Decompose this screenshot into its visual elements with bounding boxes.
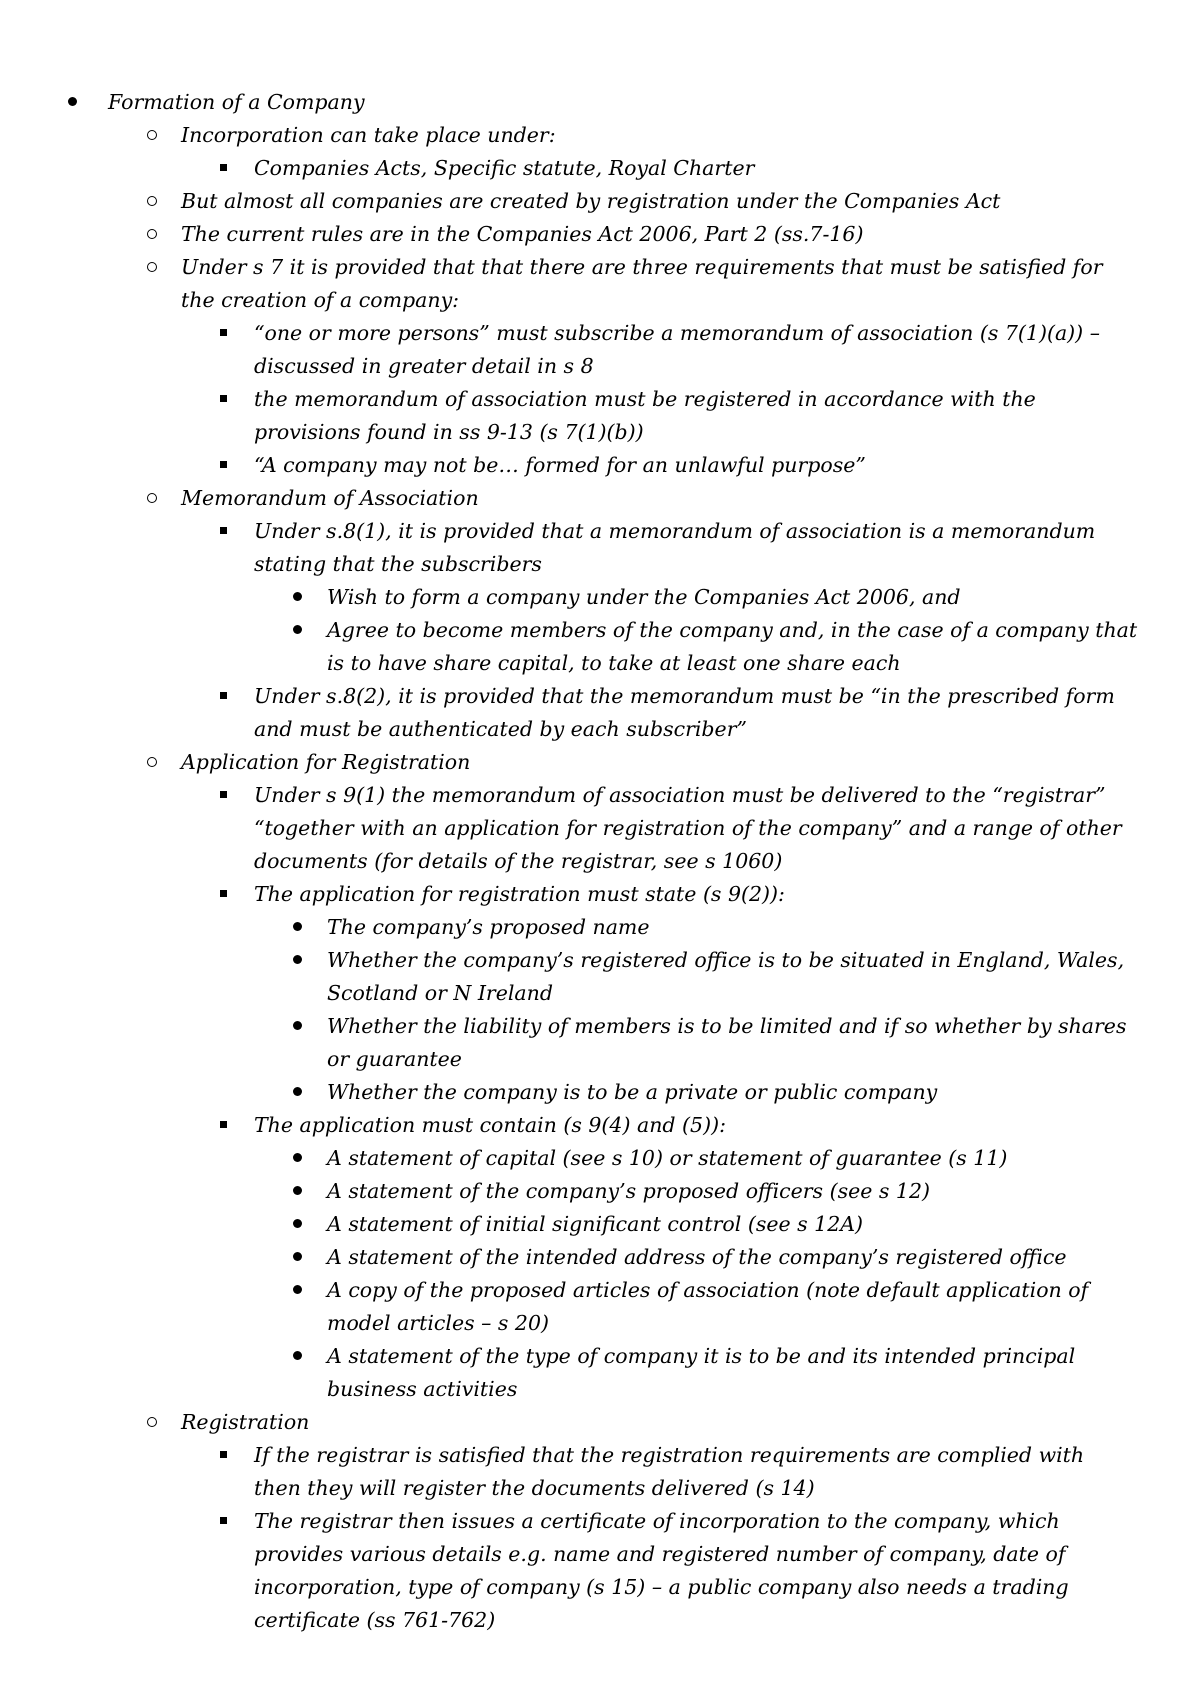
level-4-list [0, 911, 1200, 1109]
list-item-text: Under s.8(2), it is provided that the memorandum must be “in the prescribed form and must be authenticated by each subscriber” [254, 684, 1115, 741]
filled-bullet-icon [293, 944, 302, 977]
hollow-circle-bullet-icon [147, 185, 157, 218]
square-bullet-icon [220, 779, 227, 812]
list-item [0, 911, 1200, 944]
level-4-list [0, 581, 1200, 680]
square-bullet-icon [220, 680, 227, 713]
hollow-circle-bullet-icon [147, 482, 157, 515]
list-item [0, 515, 1200, 680]
list-item [0, 482, 1200, 746]
list-item-text: Under s.8(1), it is provided that a memorandum of association is a memorandum stating that the subscribers [254, 519, 1096, 576]
outline-heading-item [0, 86, 1200, 1637]
list-item [0, 1109, 1200, 1406]
list-item [0, 449, 1200, 482]
level-3-list [0, 779, 1200, 1406]
list-item-text: Companies Acts, Specific statute, Royal Charter [254, 156, 755, 180]
list-item [0, 383, 1200, 449]
list-item [0, 779, 1200, 878]
list-item [0, 1340, 1200, 1406]
list-item-text: “A company may not be… formed for an unlawful purpose” [254, 453, 866, 477]
list-item [0, 119, 1200, 185]
list-item [0, 878, 1200, 1109]
list-item-text: Under s 7 it is provided that that there are three requirements that must be satisfied for the creation of a company: [181, 255, 1103, 312]
filled-bullet-icon [293, 911, 302, 944]
list-item [0, 185, 1200, 218]
square-bullet-icon [220, 317, 227, 350]
list-item [0, 1076, 1200, 1109]
list-item [0, 152, 1200, 185]
list-item [0, 1505, 1200, 1637]
filled-bullet-icon [293, 1241, 302, 1274]
level-2-list [0, 119, 1200, 1637]
list-item-text: A statement of capital (see s 10) or statement of guarantee (s 11) [327, 1146, 1008, 1170]
list-item-text: Application for Registration [181, 750, 471, 774]
list-item [0, 1010, 1200, 1076]
list-item-text: The company’s proposed name [327, 915, 650, 939]
list-item [0, 746, 1200, 1406]
filled-bullet-icon [293, 1208, 302, 1241]
list-item-text: The application must contain (s 9(4) and (5)): [254, 1113, 726, 1137]
list-item-text: Under s 9(1) the memorandum of association must be delivered to the “registrar” “together with an application for registration of the company” and a range of other documents (for details of the registrar, see s 1060) [254, 783, 1122, 873]
list-item [0, 1241, 1200, 1274]
square-bullet-icon [220, 1439, 227, 1472]
list-item-text: A statement of the intended address of the company’s registered office [327, 1245, 1067, 1269]
list-item-text: A copy of the proposed articles of association (note default application of model articles – s 20) [327, 1278, 1089, 1335]
list-item-text: The application for registration must state (s 9(2)): [254, 882, 785, 906]
list-item [0, 1175, 1200, 1208]
list-item-text: Registration [181, 1410, 310, 1434]
filled-bullet-icon [293, 1142, 302, 1175]
level-3-list [0, 1439, 1200, 1637]
list-item [0, 944, 1200, 1010]
list-item-text: A statement of the company’s proposed officers (see s 12) [327, 1179, 930, 1203]
level-3-list [0, 317, 1200, 482]
list-item-text: The current rules are in the Companies Act 2006, Part 2 (ss.7-16) [181, 222, 864, 246]
list-item-text: A statement of the type of company it is to be and its intended principal business activities [327, 1344, 1076, 1401]
hollow-circle-bullet-icon [147, 251, 157, 284]
list-item [0, 1142, 1200, 1175]
list-item-text: Incorporation can take place under: [181, 123, 556, 147]
filled-bullet-icon [293, 1010, 302, 1043]
hollow-circle-bullet-icon [147, 1406, 157, 1439]
list-item-text: If the registrar is satisfied that the registration requirements are complied with then they will register the documents delivered (s 14) [254, 1443, 1085, 1500]
filled-bullet-icon [293, 614, 302, 647]
filled-bullet-icon [293, 1076, 302, 1109]
square-bullet-icon [220, 1505, 227, 1538]
list-item-text: the memorandum of association must be registered in accordance with the provisions found in ss 9-13 (s 7(1)(b)) [254, 387, 1036, 444]
list-item-text: Whether the liability of members is to be limited and if so whether by shares or guarantee [327, 1014, 1127, 1071]
list-item-text: Wish to form a company under the Companies Act 2006, and [327, 585, 961, 609]
level-3-list [0, 152, 1200, 185]
list-item [0, 680, 1200, 746]
filled-bullet-icon [293, 581, 302, 614]
filled-bullet-icon [293, 1175, 302, 1208]
square-bullet-icon [220, 152, 227, 185]
square-bullet-icon [220, 515, 227, 548]
list-item-text: Agree to become members of the company and, in the case of a company that is to have share capital, to take at least one share each [327, 618, 1138, 675]
filled-bullet-icon [68, 86, 77, 119]
square-bullet-icon [220, 449, 227, 482]
filled-bullet-icon [293, 1340, 302, 1373]
hollow-circle-bullet-icon [147, 119, 157, 152]
list-item-text: “one or more persons” must subscribe a memorandum of association (s 7(1)(a)) – discussed in greater detail in s 8 [254, 321, 1100, 378]
square-bullet-icon [220, 383, 227, 416]
level-3-list [0, 515, 1200, 746]
list-item [0, 614, 1200, 680]
list-item-text: Whether the company is to be a private or public company [327, 1080, 938, 1104]
list-item-text: Whether the company’s registered office is to be situated in England, Wales, Scotland or N Ireland [327, 948, 1125, 1005]
list-item [0, 581, 1200, 614]
list-item [0, 1274, 1200, 1340]
list-item-text: But almost all companies are created by registration under the Companies Act [181, 189, 1001, 213]
list-item-text: A statement of initial significant control (see s 12A) [327, 1212, 864, 1236]
hollow-circle-bullet-icon [147, 746, 157, 779]
square-bullet-icon [220, 1109, 227, 1142]
list-item [0, 1439, 1200, 1505]
list-item [0, 317, 1200, 383]
list-item [0, 1208, 1200, 1241]
list-item-text: The registrar then issues a certificate of incorporation to the company, which provides various details e.g. name and registered number of company, date of incorporation, type of company (s 15) – a public company also needs a trading certificate (ss 761-762) [254, 1509, 1069, 1632]
list-item-text: Memorandum of Association [181, 486, 479, 510]
filled-bullet-icon [293, 1274, 302, 1307]
outline-heading: Formation of a Company [108, 90, 365, 114]
level-4-list [0, 1142, 1200, 1406]
outline [0, 86, 1200, 1637]
square-bullet-icon [220, 878, 227, 911]
list-item [0, 218, 1200, 251]
list-item [0, 1406, 1200, 1637]
hollow-circle-bullet-icon [147, 218, 157, 251]
list-item [0, 251, 1200, 482]
